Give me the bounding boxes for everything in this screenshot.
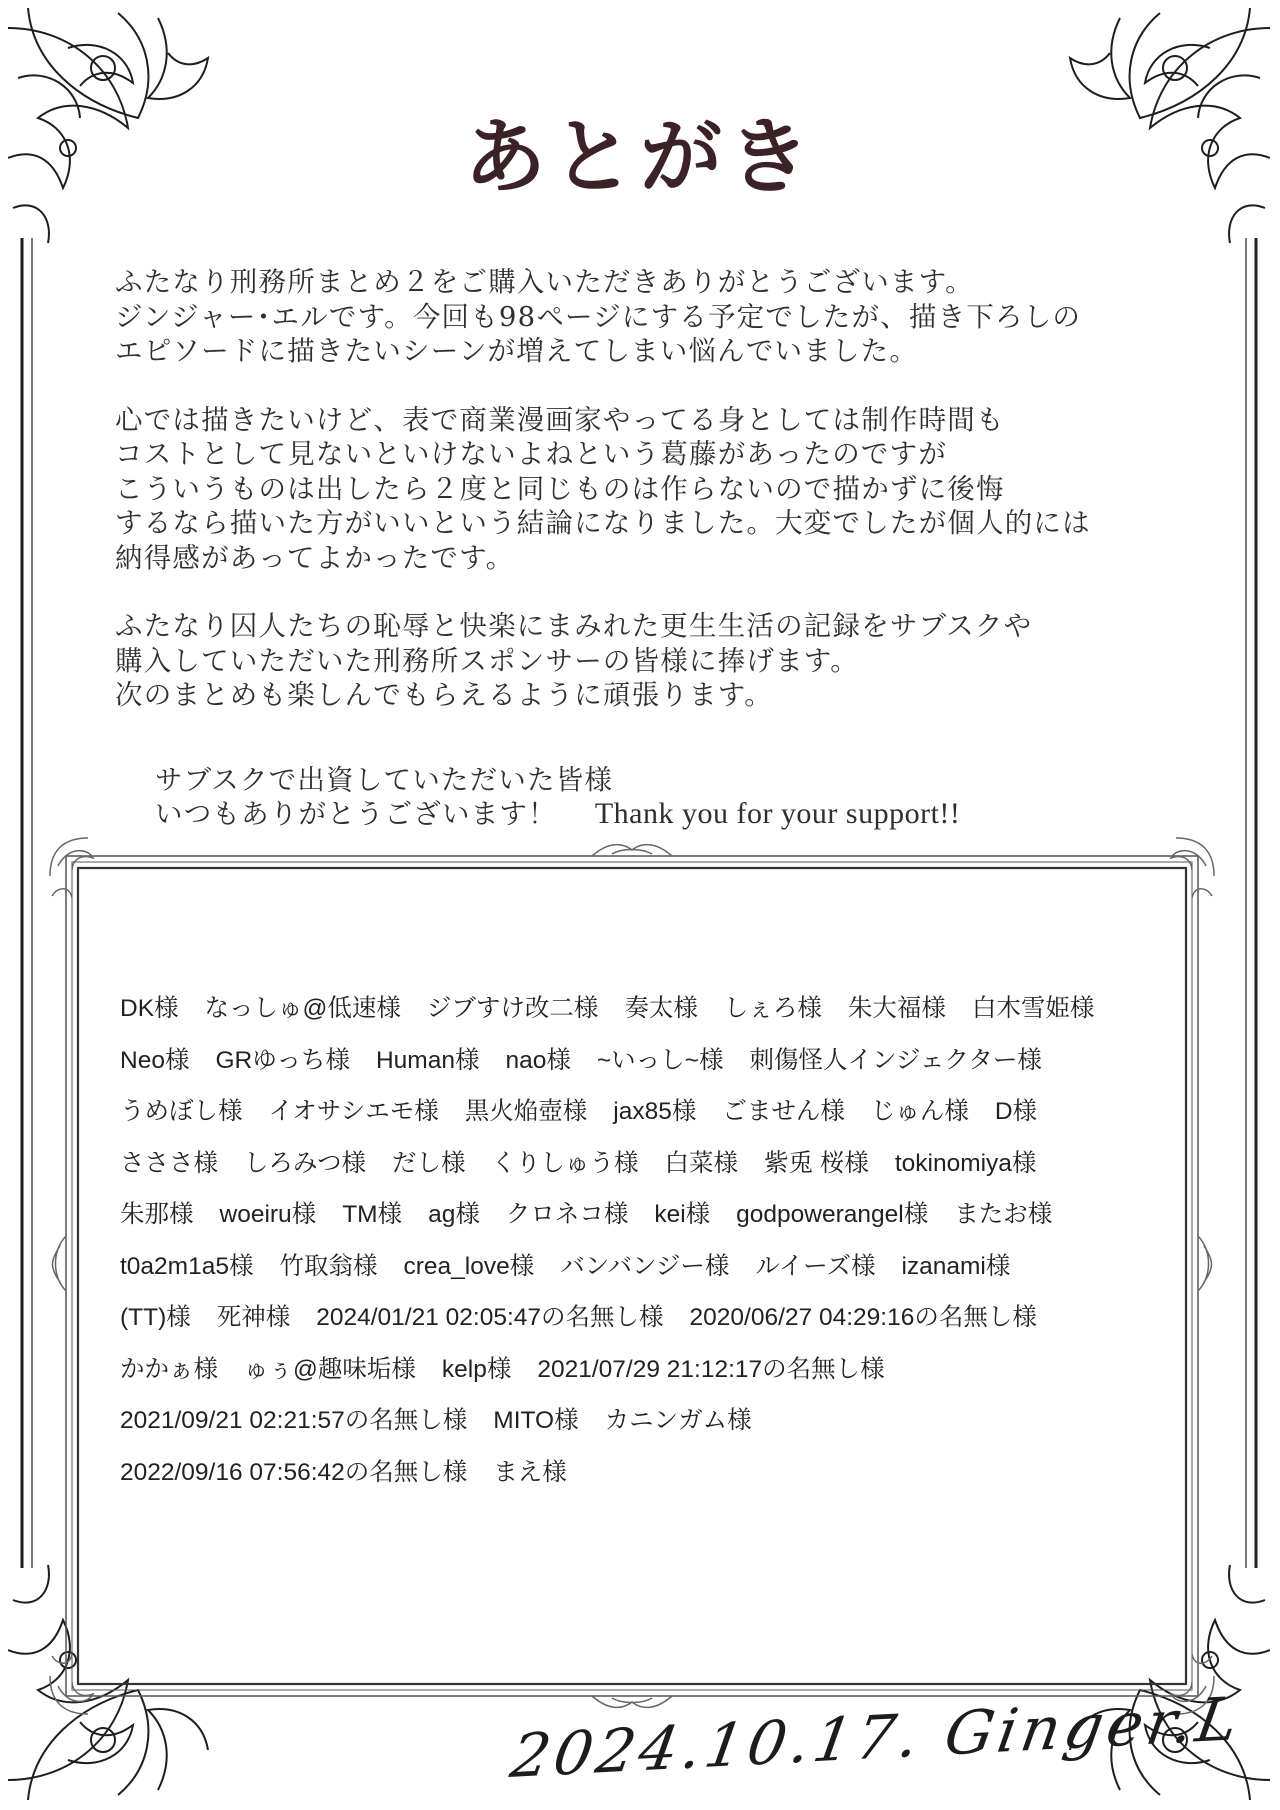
sponsor-name: ~いっし~様: [596, 1046, 724, 1074]
sponsor-name: woeiru様: [219, 1201, 317, 1228]
sponsor-name: 白菜様: [664, 1149, 739, 1177]
sponsor-name: ごません様: [722, 1098, 845, 1125]
sponsor-row: [120, 1200, 1200, 1252]
sponsor-name: しぇろ様: [723, 995, 822, 1022]
sponsor-name: Human様: [375, 1046, 480, 1074]
sponsor-name: なっしゅ@低速様: [204, 995, 401, 1022]
sponsor-name: 2021/09/21 02:21:57の名無し様: [120, 1407, 468, 1434]
sponsor-name: Neo様: [120, 1046, 190, 1074]
thanks-line-1: サブスクで出資していただいた皆様: [155, 764, 614, 796]
sponsor-name: 2020/06/27 04:29:16の名無し様: [689, 1304, 1037, 1331]
sponsor-name: 紫兎 桜様: [764, 1149, 869, 1177]
sponsor-name: kei様: [654, 1201, 711, 1228]
paragraph-2: 心では描きたいけど、表で商業漫画家やってる身としては制作時間も コストとして見ないといけないよねという葛藤があったのですが こういうものは出したら２度と同じものは作らないので描かずに後悔 するなら描いた方がいいという結論になりました。大変でしたが個人的には 納得感があってよかったです。: [115, 403, 1091, 574]
sponsor-name: まえ様: [493, 1458, 567, 1486]
sponsor-name: ジブすけ改二様: [426, 995, 599, 1022]
paragraph-1: ふたなり刑務所まとめ２をご購入いただきありがとうございます。 ジンジャー･エルです。今回も98ページにする予定でしたが、描き下ろしの エピソードに描きたいシーンが増えてしまい悩んでいました。: [115, 266, 1082, 367]
sponsor-name: crea_love様: [403, 1252, 535, 1280]
signature: 2024.10.17. Ginger.L: [506, 1684, 1247, 1792]
sponsor-name: 2021/07/29 21:12:17の名無し様: [537, 1355, 885, 1383]
sponsor-name: ag様: [428, 1201, 480, 1228]
sponsor-name: jax85様: [613, 1098, 697, 1125]
sponsor-list: [120, 994, 1200, 1509]
sponsor-name: GRゆっち様: [215, 1046, 350, 1074]
sponsor-name: nao様: [505, 1046, 571, 1074]
sponsor-name: D様: [994, 1098, 1038, 1125]
sponsor-row: [120, 1406, 1200, 1458]
sponsor-row: [120, 1252, 1200, 1304]
sponsor-name: 朱大福様: [847, 995, 946, 1022]
sponsor-name: 死神様: [216, 1304, 291, 1331]
sponsor-name: ゅぅ@趣味垢様: [244, 1355, 416, 1383]
sponsor-name: さささ様: [120, 1149, 218, 1177]
sponsor-name: カニンガム様: [604, 1407, 752, 1434]
sponsor-name: MITO様: [493, 1407, 579, 1434]
sponsor-row: [120, 1303, 1200, 1355]
sponsor-name: t0a2m1a5様: [120, 1252, 254, 1280]
sponsor-name: くりしゅう様: [491, 1149, 639, 1177]
sponsor-row: [120, 994, 1200, 1046]
sponsor-name: (TT)様: [120, 1304, 191, 1331]
sponsor-name: 奏太様: [624, 995, 698, 1022]
page-title: あとがき: [463, 109, 816, 205]
sponsor-row: [120, 1097, 1200, 1149]
sponsor-name: DK様: [120, 995, 179, 1022]
thanks-english: Thank you for your support!!: [594, 797, 961, 830]
sponsor-name: 竹取翁様: [279, 1252, 378, 1280]
sponsor-name: かかぁ様: [120, 1355, 218, 1383]
sponsor-name: godpowerangel様: [736, 1201, 929, 1228]
sponsor-name: 白木雪姫様: [971, 995, 1095, 1022]
sponsor-name: TM様: [342, 1201, 403, 1228]
sponsor-name: イオサシエモ様: [268, 1098, 439, 1125]
sponsor-name: 刺傷怪人インジェクター様: [749, 1046, 1042, 1074]
paragraph-3: ふたなり囚人たちの恥辱と快楽にまみれた更生生活の記録をサブスクや 購入していただいた刑務所スポンサーの皆様に捧げます。 次のまとめも楽しんでもらえるように頑張ります。: [115, 610, 1033, 711]
sponsor-name: クロネコ様: [505, 1201, 629, 1228]
sponsor-row: [120, 1458, 1200, 1510]
sponsor-name: しろみつ様: [244, 1149, 367, 1177]
sponsor-name: ルイーズ様: [755, 1252, 876, 1280]
sponsor-name: 朱那様: [120, 1201, 194, 1228]
sponsor-row: [120, 1149, 1200, 1201]
afterword-body: [115, 265, 1195, 747]
sponsor-row: [120, 1355, 1200, 1407]
sponsor-name: izanami様: [901, 1252, 1011, 1280]
sponsor-name: うめぼし様: [120, 1098, 243, 1125]
sponsor-name: 黒火焔壺様: [464, 1098, 588, 1125]
thanks-line-2: いつもありがとうございます！: [155, 798, 557, 830]
sponsor-name: だし様: [392, 1149, 466, 1177]
sponsor-name: じゅん様: [870, 1098, 969, 1125]
supporter-thanks: [155, 763, 1155, 831]
sponsor-name: バンバンジー様: [560, 1252, 730, 1280]
sponsor-row: [120, 1046, 1200, 1098]
sponsor-name: tokinomiya様: [894, 1149, 1037, 1177]
sponsor-name: 2024/01/21 02:05:47の名無し様: [316, 1304, 664, 1331]
sponsor-name: またお様: [954, 1201, 1053, 1228]
sponsor-name: 2022/09/16 07:56:42の名無し様: [120, 1458, 468, 1486]
sponsor-name: kelp様: [441, 1355, 512, 1383]
